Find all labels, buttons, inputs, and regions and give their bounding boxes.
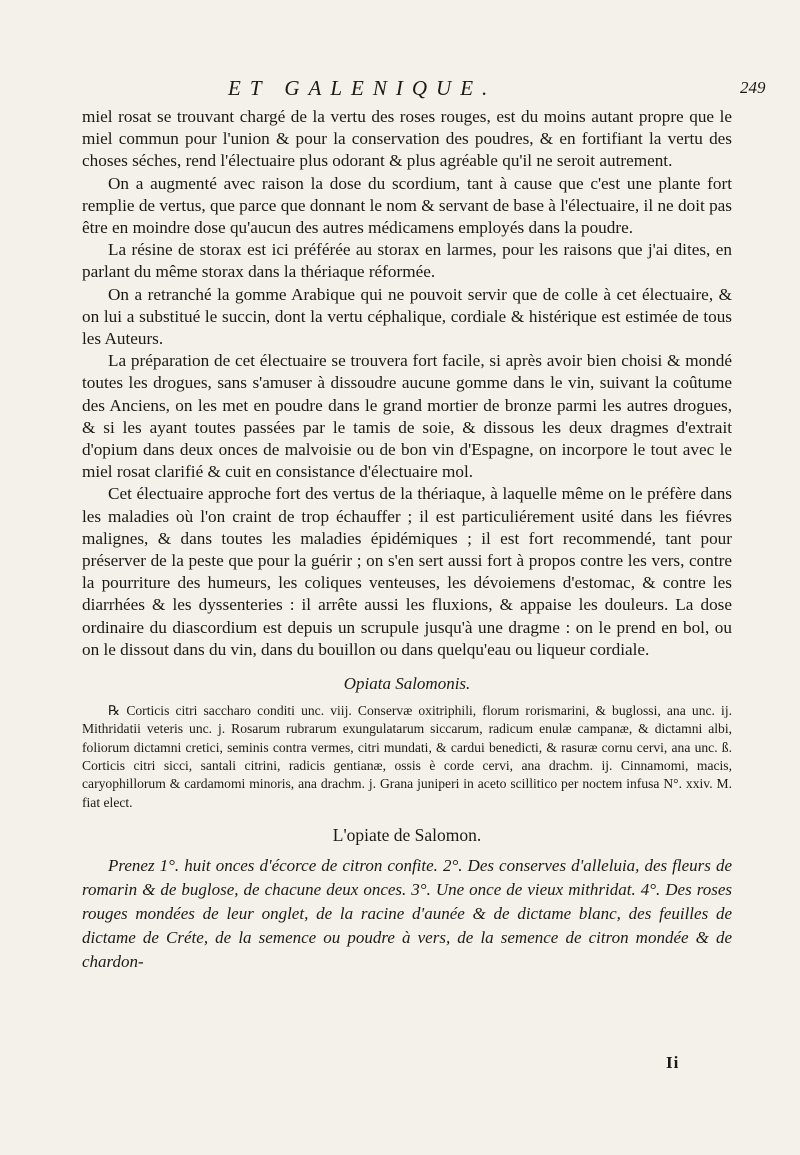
running-title: ET GALENIQUE. (228, 76, 497, 100)
running-head (0, 76, 800, 102)
recipe-french: Prenez 1°. huit onces d'écorce de citron confite. 2°. Des conserves d'alleluia, des fleurs de romarin & de buglose, de chacune deux onces. 3°. Une once de vieux mithridat. 4°. Des roses rouges mondées de leur onglet, de la racine d'aunée & de dictame blanc, des feuilles de dictame de Créte, de la semence ou poudre à vers, de la semence de citron mondée & de chardon- (82, 855, 732, 971)
paragraph-preparation: La préparation de cet électuaire se trouvera fort facile, si après avoir bien choisi & mondé toutes les drogues, sans s'amuser à dissoudre aucune gomme dans le vin, suivant la coûtume des Anciens, on les met en poudre dans le grand mortier de bronze parmi les autres drogues, & si les ayant toutes passées par le tamis de soie, & dissous les deux dragmes d'extrait d'opium dans deux onces de malvoisie ou de bon vin d'Espagne, on incorpore le tout avec le miel rosat clarifié & cuit en consistance d'électuaire mol. (82, 351, 732, 482)
paragraph-scordium: On a augmenté avec raison la dose du scordium, tant à cause que c'est une plante fort remplie de vertus, que parce que donnant le nom & servant de base à l'électuaire, il ne doit pas être en moindre dose qu'aucun des autres médicamens employés dans la poudre. (82, 173, 732, 238)
recipe-heading: Opiata Salomonis. (343, 674, 471, 694)
body-text (82, 106, 732, 974)
paragraph-miel-rosat: miel rosat se trouvant chargé de la vertu des roses rouges, est du moins autant propre que le miel commun pour l'union & pour la conservation des poudres, & en fortifiant la vertu des choses séches, rend l'électuaire plus odorant & plus agréable qu'il ne seroit autrement. (82, 107, 732, 171)
page-number: 249 (740, 78, 766, 97)
paragraph-vertus: Cet électuaire approche fort des vertus de la thériaque, à laquelle même on le préfère dans les maladies où l'on craint de trop échauffer ; il est particuliérement usité dans les fiévres malignes, & dans toutes les maladies épidémiques ; il est fort recommendé, tant pour préserver de la peste que pour la guérir ; on s'en sert aussi fort à propos contre les vers, contre la pourriture des humeurs, les coliques venteuses, les dévoiemens d'estomac, & contre les diarrhées & les dyssenteries : il arrête aussi les fluxions, & appaise les douleurs. La dose ordinaire du diascordium est depuis un scrupule jusqu'à une dragme : on le prend en bol, ou on le dissout dans du vin, dans du bouillon ou dans quelqu'eau ou liqueur cordiale. (82, 484, 732, 659)
paragraph-gomme-arabique: On a retranché la gomme Arabique qui ne pouvoit servir que de colle à cet électuaire, & on lui a substitué le succin, dont la vertu céphalique, cordiale & histérique est estimée de tous les Auteurs. (82, 284, 732, 349)
recipe-french-heading: L'opiate de Salomon. (332, 824, 482, 845)
paragraph-storax: La résine de storax est ici préférée au storax en larmes, pour les raisons que j'ai dites, en parlant du même storax dans la thériaque réformée. (82, 240, 732, 282)
signature-mark: Ii (666, 1053, 680, 1072)
recipe-latin: ℞ Corticis citri saccharo conditi unc. viij. Conservæ oxitriphili, florum rorismarini, & buglossi, ana unc. ij. Mithridatii veteris unc. j. Rosarum rubrarum exungulatarum siccarum, radicum enulæ campanæ, & dictamni albi, foliorum dictamni cretici, seminis contra vermes, citri mundati, & cardui benedicti, & rasuræ cornu cervi, ana unc. ß. Corticis citri sicci, santali citrini, radicis gentianæ, ossis è corde cervi, ana drachm. ij. Cinnamomi, macis, caryophillorum & cardamomi minoris, ana drachm. j. Grana juniperi in aceto scillitico per noctem infusa N°. xxiv. M. fiat elect. (82, 703, 732, 810)
